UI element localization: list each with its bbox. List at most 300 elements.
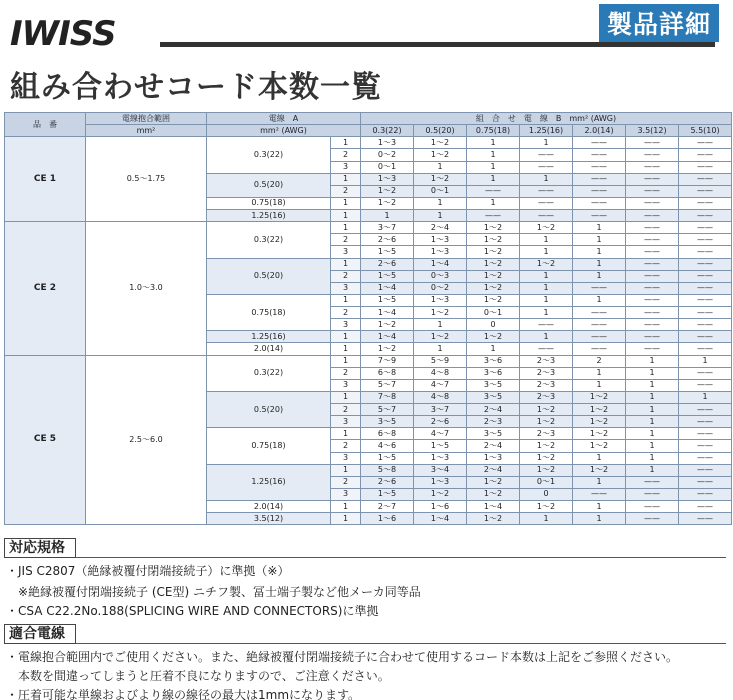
wire-a-count-cell: 3 <box>331 452 361 464</box>
wire-a-count-cell: 2 <box>331 149 361 161</box>
wire-b-count-cell: 1 <box>467 343 520 355</box>
wire-a-cell: 0.75(18) <box>207 428 331 464</box>
wire-a-count-cell: 1 <box>331 391 361 403</box>
table-row <box>5 222 732 234</box>
wire-b-count-cell: 1～5 <box>361 294 414 306</box>
wire-b-count-cell: 1～2 <box>414 331 467 343</box>
wire-a-cell: 0.3(22) <box>207 222 331 258</box>
wire-b-count-cell: 1～2 <box>361 343 414 355</box>
product-details-badge: 製品詳細 <box>599 4 719 42</box>
wire-b-count-cell: 1～3 <box>414 452 467 464</box>
wire-b-count-cell: 0 <box>467 319 520 331</box>
wire-b-count-cell: —— <box>679 149 732 161</box>
wire-b-count-cell: 7～8 <box>361 391 414 403</box>
wire-b-count-cell: —— <box>679 307 732 319</box>
wire-a-count-cell: 1 <box>331 197 361 209</box>
wire-a-count-cell: 3 <box>331 319 361 331</box>
wire-b-count-cell: 2～3 <box>520 367 573 379</box>
wire-b-count-cell: —— <box>679 367 732 379</box>
wire-a-count-cell: 3 <box>331 282 361 294</box>
wire-b-count-cell: 4～8 <box>414 391 467 403</box>
wire-b-count-cell: 2～6 <box>361 476 414 488</box>
wire-a-cell: 1.25(16) <box>207 210 331 222</box>
wire-b-count-cell: —— <box>626 210 679 222</box>
header-b-size: 5.5(10) <box>679 125 732 137</box>
header-b-size: 2.0(14) <box>573 125 626 137</box>
wire-b-count-cell: 2～4 <box>467 464 520 476</box>
wire-b-count-cell: —— <box>679 452 732 464</box>
wire-b-count-cell: 3～7 <box>414 404 467 416</box>
wire-b-count-cell: 2～4 <box>467 440 520 452</box>
wire-a-cell: 1.25(16) <box>207 331 331 343</box>
wire-b-count-cell: —— <box>626 137 679 149</box>
wire-b-count-cell: 1～2 <box>467 331 520 343</box>
wire-b-count-cell: —— <box>573 343 626 355</box>
wire-b-count-cell: 1～2 <box>573 404 626 416</box>
wire-b-count-cell: —— <box>626 331 679 343</box>
wire-b-count-cell: 1 <box>414 319 467 331</box>
wire-b-count-cell: 1 <box>573 367 626 379</box>
wire-b-count-cell: —— <box>573 149 626 161</box>
wire-b-count-cell: 1 <box>414 210 467 222</box>
wire-b-count-cell: 1～3 <box>414 476 467 488</box>
wire-b-count-cell: —— <box>520 161 573 173</box>
wire-b-count-cell: —— <box>520 343 573 355</box>
wire-a-count-cell: 1 <box>331 464 361 476</box>
wire-b-count-cell: —— <box>573 331 626 343</box>
wire-b-count-cell: 2～6 <box>361 258 414 270</box>
wire-b-count-cell: 4～7 <box>414 379 467 391</box>
wire-b-count-cell: —— <box>679 173 732 185</box>
wire-b-count-cell: 1 <box>626 464 679 476</box>
wire-a-cell: 2.0(14) <box>207 343 331 355</box>
wire-b-count-cell: 1～2 <box>573 416 626 428</box>
wire-b-count-cell: 1～3 <box>467 452 520 464</box>
wire-b-count-cell: 1 <box>414 343 467 355</box>
wire-a-count-cell: 3 <box>331 379 361 391</box>
wire-b-count-cell: 1 <box>467 137 520 149</box>
wire-b-count-cell: 1～6 <box>414 501 467 513</box>
wire-b-count-cell: 1 <box>626 428 679 440</box>
wire-b-count-cell: 1 <box>573 501 626 513</box>
wire-b-count-cell: 3～5 <box>361 416 414 428</box>
wire-b-count-cell: —— <box>679 185 732 197</box>
wire-a-count-cell: 1 <box>331 173 361 185</box>
wire-b-count-cell: 6～8 <box>361 428 414 440</box>
wire-b-count-cell: —— <box>679 161 732 173</box>
wire-b-count-cell: 0～1 <box>414 185 467 197</box>
wire-b-count-cell: 1 <box>626 379 679 391</box>
wire-a-count-cell: 1 <box>331 428 361 440</box>
wire-b-count-cell: 4～6 <box>361 440 414 452</box>
wire-a-cell: 3.5(12) <box>207 513 331 525</box>
wire-a-cell: 0.75(18) <box>207 294 331 330</box>
header-wire-b: 組 合 せ 電 線 B mm² (AWG) <box>361 113 732 125</box>
wire-b-count-cell: 1 <box>626 367 679 379</box>
wire-b-count-cell: —— <box>626 513 679 525</box>
wires-heading: 適合電線 <box>4 624 76 644</box>
table-row <box>5 137 732 149</box>
model-cell: CE 2 <box>5 222 86 355</box>
wire-b-count-cell: 1～2 <box>573 464 626 476</box>
wire-b-count-cell: —— <box>679 222 732 234</box>
wire-b-count-cell: —— <box>520 149 573 161</box>
wire-b-count-cell: —— <box>679 476 732 488</box>
wire-b-count-cell: 1 <box>626 355 679 367</box>
model-cell: CE 5 <box>5 355 86 525</box>
wire-a-count-cell: 2 <box>331 270 361 282</box>
wire-b-count-cell: 1 <box>626 452 679 464</box>
wire-b-count-cell: 6～8 <box>361 367 414 379</box>
wire-b-count-cell: 5～7 <box>361 379 414 391</box>
wire-b-count-cell: —— <box>679 379 732 391</box>
wire-b-count-cell: —— <box>679 343 732 355</box>
wire-b-count-cell: 1～5 <box>361 452 414 464</box>
header-model: 品 番 <box>5 113 86 137</box>
wire-b-count-cell: —— <box>573 488 626 500</box>
wire-b-count-cell: 1 <box>520 294 573 306</box>
wire-b-count-cell: 3～7 <box>361 222 414 234</box>
wire-b-count-cell: —— <box>467 210 520 222</box>
wire-b-count-cell: —— <box>679 258 732 270</box>
wire-a-count-cell: 2 <box>331 185 361 197</box>
wire-b-count-cell: 1 <box>626 391 679 403</box>
range-cell: 0.5～1.75 <box>86 137 207 222</box>
wire-b-count-cell: —— <box>679 464 732 476</box>
wire-b-count-cell: 1 <box>414 161 467 173</box>
wire-b-count-cell: 1～2 <box>573 428 626 440</box>
wire-b-count-cell: 3～6 <box>467 355 520 367</box>
wire-b-count-cell: 3～5 <box>467 428 520 440</box>
wire-b-count-cell: 1～2 <box>414 307 467 319</box>
wire-b-count-cell: 1～2 <box>520 258 573 270</box>
wire-b-count-cell: —— <box>679 234 732 246</box>
wire-b-count-cell: 0～2 <box>414 282 467 294</box>
wire-a-cell: 0.5(20) <box>207 391 331 427</box>
wire-b-count-cell: —— <box>679 282 732 294</box>
wire-b-count-cell: 1 <box>573 476 626 488</box>
wire-b-count-cell: 1～2 <box>520 440 573 452</box>
wire-b-count-cell: —— <box>679 294 732 306</box>
wire-b-count-cell: 1～2 <box>573 391 626 403</box>
wire-b-count-cell: —— <box>573 161 626 173</box>
wire-b-count-cell: 1 <box>573 452 626 464</box>
wire-b-count-cell: 1～3 <box>414 234 467 246</box>
wire-b-count-cell: 2～4 <box>414 222 467 234</box>
wire-b-count-cell: 1～2 <box>467 234 520 246</box>
header-range: 電線抱合範囲 <box>86 113 207 125</box>
wire-b-count-cell: 3～6 <box>467 367 520 379</box>
wire-b-count-cell: 1～2 <box>467 258 520 270</box>
wire-b-count-cell: 1～2 <box>467 222 520 234</box>
wire-b-count-cell: 1～6 <box>361 513 414 525</box>
wire-b-count-cell: —— <box>679 404 732 416</box>
wire-b-count-cell: —— <box>626 282 679 294</box>
wire-b-count-cell: 0～3 <box>414 270 467 282</box>
wires-line-1: ・電線抱合範囲内でご使用ください。また、絶縁被覆付閉端接続子に合わせて使用するコード本数は上記をご参照ください。 <box>6 650 679 664</box>
wire-b-count-cell: —— <box>573 210 626 222</box>
wires-line-2: 本数を間違ってしまうと圧着不良になりますので、ご注意ください。 <box>6 669 390 683</box>
wire-b-count-cell: —— <box>626 270 679 282</box>
wire-a-count-cell: 2 <box>331 476 361 488</box>
wire-a-cell: 2.0(14) <box>207 501 331 513</box>
header-range-unit: mm² <box>86 125 207 137</box>
wire-b-count-cell: 1～4 <box>361 282 414 294</box>
wire-b-count-cell: 1 <box>520 137 573 149</box>
wire-b-count-cell: 1～2 <box>467 246 520 258</box>
combination-table <box>4 112 732 525</box>
wire-b-count-cell: 1～2 <box>467 513 520 525</box>
wire-b-count-cell: —— <box>626 149 679 161</box>
wire-b-count-cell: 0～1 <box>361 161 414 173</box>
wire-a-count-cell: 1 <box>331 513 361 525</box>
wire-b-count-cell: 1～2 <box>520 501 573 513</box>
wire-b-count-cell: 1 <box>520 282 573 294</box>
wire-b-count-cell: —— <box>626 501 679 513</box>
wire-b-count-cell: —— <box>573 197 626 209</box>
wire-b-count-cell: 5～7 <box>361 404 414 416</box>
wire-b-count-cell: 1～2 <box>361 197 414 209</box>
brand-logo: IWISS <box>10 14 116 54</box>
wire-b-count-cell: 1 <box>626 416 679 428</box>
wire-b-count-cell: 7～9 <box>361 355 414 367</box>
wire-b-count-cell: 1～4 <box>361 307 414 319</box>
wire-a-cell: 0.75(18) <box>207 197 331 209</box>
wire-a-count-cell: 2 <box>331 440 361 452</box>
standards-line-1: ・JIS C2807（絶縁被覆付閉端接続子）に準拠（※） <box>6 564 290 578</box>
wire-a-count-cell: 1 <box>331 258 361 270</box>
wire-b-count-cell: —— <box>626 173 679 185</box>
wire-b-count-cell: —— <box>626 488 679 500</box>
wire-b-count-cell: —— <box>626 294 679 306</box>
wire-b-count-cell: —— <box>679 501 732 513</box>
wire-b-count-cell: —— <box>679 513 732 525</box>
wire-b-count-cell: —— <box>573 319 626 331</box>
wire-a-cell: 0.5(20) <box>207 173 331 197</box>
wire-b-count-cell: 1 <box>520 246 573 258</box>
wire-b-count-cell: —— <box>520 210 573 222</box>
wire-b-count-cell: 1 <box>573 234 626 246</box>
wire-a-count-cell: 1 <box>331 355 361 367</box>
range-cell: 1.0～3.0 <box>86 222 207 355</box>
wire-a-count-cell: 3 <box>331 161 361 173</box>
wire-b-count-cell: 1～2 <box>414 488 467 500</box>
wire-b-count-cell: 1 <box>573 246 626 258</box>
header-wire-a: 電線 A <box>207 113 361 125</box>
wire-b-count-cell: 1～4 <box>414 258 467 270</box>
wires-line-3: ・圧着可能な単線およびより線の線径の最大は1mmになります。 <box>6 688 361 700</box>
wire-b-count-cell: 1 <box>520 173 573 185</box>
wire-a-count-cell: 3 <box>331 246 361 258</box>
wire-b-count-cell: —— <box>679 319 732 331</box>
wire-b-count-cell: —— <box>679 440 732 452</box>
wire-b-count-cell: 5～9 <box>414 355 467 367</box>
wire-b-count-cell: 2～6 <box>414 416 467 428</box>
wire-a-count-cell: 1 <box>331 222 361 234</box>
wire-a-count-cell: 2 <box>331 234 361 246</box>
wire-b-count-cell: 2 <box>573 355 626 367</box>
page-title: 組み合わせコード本数一覧 <box>10 70 382 105</box>
wire-b-count-cell: —— <box>573 173 626 185</box>
wire-a-count-cell: 1 <box>331 294 361 306</box>
wire-b-count-cell: 1～2 <box>520 452 573 464</box>
table-row <box>5 355 732 367</box>
standards-heading: 対応規格 <box>4 538 76 558</box>
wire-b-count-cell: 1～5 <box>414 440 467 452</box>
wire-b-count-cell: —— <box>626 319 679 331</box>
wire-b-count-cell: —— <box>626 222 679 234</box>
wire-b-count-cell: —— <box>626 234 679 246</box>
wire-b-count-cell: 1～5 <box>361 270 414 282</box>
wire-b-count-cell: 2～3 <box>520 391 573 403</box>
wire-a-count-cell: 1 <box>331 137 361 149</box>
wire-b-count-cell: 1 <box>467 197 520 209</box>
wire-b-count-cell: —— <box>679 416 732 428</box>
wire-b-count-cell: —— <box>626 258 679 270</box>
wire-b-count-cell: 1～2 <box>361 185 414 197</box>
wire-a-count-cell: 1 <box>331 210 361 222</box>
wire-b-count-cell: 1～2 <box>467 282 520 294</box>
wire-b-count-cell: 0～1 <box>467 307 520 319</box>
wire-a-cell: 0.3(22) <box>207 137 331 173</box>
wire-a-count-cell: 1 <box>331 331 361 343</box>
wire-b-count-cell: 1～3 <box>361 173 414 185</box>
wire-b-count-cell: 1～2 <box>467 294 520 306</box>
standards-rule <box>76 557 726 558</box>
wire-b-count-cell: 2～7 <box>361 501 414 513</box>
wire-b-count-cell: 1 <box>626 404 679 416</box>
wire-b-count-cell: 1～2 <box>520 464 573 476</box>
wire-b-count-cell: —— <box>520 197 573 209</box>
wire-b-count-cell: 1～3 <box>361 137 414 149</box>
wire-b-count-cell: 1～2 <box>467 488 520 500</box>
wire-b-count-cell: —— <box>679 137 732 149</box>
wire-b-count-cell: 1 <box>520 513 573 525</box>
wire-b-count-cell: 3～5 <box>467 391 520 403</box>
wire-b-count-cell: 1～2 <box>414 149 467 161</box>
wire-b-count-cell: 1～2 <box>520 222 573 234</box>
header-b-size: 3.5(12) <box>626 125 679 137</box>
wire-b-count-cell: —— <box>626 343 679 355</box>
wire-b-count-cell: —— <box>679 428 732 440</box>
wire-b-count-cell: 4～8 <box>414 367 467 379</box>
wire-b-count-cell: 4～7 <box>414 428 467 440</box>
wire-b-count-cell: 1 <box>573 270 626 282</box>
wire-b-count-cell: 1 <box>520 234 573 246</box>
header-rule <box>160 42 715 47</box>
wire-b-count-cell: 1～3 <box>414 246 467 258</box>
wire-b-count-cell: 1 <box>573 222 626 234</box>
wires-rule <box>76 643 726 644</box>
wire-a-cell: 0.5(20) <box>207 258 331 294</box>
wire-b-count-cell: —— <box>626 246 679 258</box>
wire-a-count-cell: 1 <box>331 501 361 513</box>
wire-b-count-cell: —— <box>573 137 626 149</box>
wire-b-count-cell: 5～8 <box>361 464 414 476</box>
wire-b-count-cell: 1～3 <box>414 294 467 306</box>
wire-b-count-cell: 2～4 <box>467 404 520 416</box>
wire-b-count-cell: 1 <box>573 294 626 306</box>
wire-b-count-cell: 1 <box>520 270 573 282</box>
wire-a-count-cell: 2 <box>331 404 361 416</box>
wire-b-count-cell: 1 <box>467 161 520 173</box>
wire-b-count-cell: —— <box>520 185 573 197</box>
wire-b-count-cell: —— <box>573 282 626 294</box>
standards-line-3: ・CSA C22.2No.188(SPLICING WIRE AND CONNECTORS)に準拠 <box>6 604 379 618</box>
wire-b-count-cell: 1 <box>520 331 573 343</box>
wire-b-count-cell: 1 <box>361 210 414 222</box>
wire-b-count-cell: 2～3 <box>520 428 573 440</box>
wire-b-count-cell: 1 <box>467 173 520 185</box>
wire-b-count-cell: 1～5 <box>361 488 414 500</box>
wire-a-count-cell: 3 <box>331 416 361 428</box>
wire-b-count-cell: 2～6 <box>361 234 414 246</box>
wire-b-count-cell: 0～1 <box>520 476 573 488</box>
wire-b-count-cell: —— <box>626 161 679 173</box>
wire-b-count-cell: 1～2 <box>520 416 573 428</box>
header-wire-a-unit: mm² (AWG) <box>207 125 361 137</box>
wire-b-count-cell: 1～2 <box>573 440 626 452</box>
wire-b-count-cell: —— <box>626 307 679 319</box>
wire-a-count-cell: 2 <box>331 367 361 379</box>
wire-b-count-cell: 1～2 <box>520 404 573 416</box>
wire-a-count-cell: 3 <box>331 488 361 500</box>
wire-b-count-cell: 3～4 <box>414 464 467 476</box>
wire-b-count-cell: 1～5 <box>361 246 414 258</box>
wire-b-count-cell: 1 <box>679 391 732 403</box>
wire-b-count-cell: 1 <box>626 440 679 452</box>
wire-b-count-cell: 1～2 <box>414 173 467 185</box>
wire-b-count-cell: 1～4 <box>467 501 520 513</box>
standards-line-2: ※絶縁被覆付閉端接続子 (CE型) ニチフ製、冨士端子製など他メーカ同等品 <box>6 585 421 599</box>
wire-b-count-cell: —— <box>679 270 732 282</box>
wire-a-count-cell: 2 <box>331 307 361 319</box>
wire-b-count-cell: 1～4 <box>414 513 467 525</box>
wire-b-count-cell: 1 <box>573 258 626 270</box>
wire-b-count-cell: —— <box>626 197 679 209</box>
header-b-size: 0.3(22) <box>361 125 414 137</box>
wire-b-count-cell: —— <box>679 488 732 500</box>
wire-b-count-cell: 1～2 <box>467 270 520 282</box>
wire-b-count-cell: 2～3 <box>520 355 573 367</box>
wire-a-count-cell: 1 <box>331 343 361 355</box>
wire-b-count-cell: 2～3 <box>467 416 520 428</box>
wire-b-count-cell: 1～2 <box>361 319 414 331</box>
wire-b-count-cell: —— <box>573 185 626 197</box>
wire-b-count-cell: —— <box>679 210 732 222</box>
wire-b-count-cell: —— <box>679 331 732 343</box>
wire-b-count-cell: 1 <box>520 307 573 319</box>
wire-a-cell: 0.3(22) <box>207 355 331 391</box>
wire-b-count-cell: —— <box>626 476 679 488</box>
wire-b-count-cell: 0～2 <box>361 149 414 161</box>
wire-a-cell: 1.25(16) <box>207 464 331 500</box>
wire-b-count-cell: 1 <box>573 379 626 391</box>
wire-b-count-cell: 1 <box>573 513 626 525</box>
wire-b-count-cell: —— <box>626 185 679 197</box>
wire-b-count-cell: —— <box>520 319 573 331</box>
wire-b-count-cell: 1 <box>414 197 467 209</box>
wire-b-count-cell: 2～3 <box>520 379 573 391</box>
wire-b-count-cell: 1～2 <box>467 476 520 488</box>
range-cell: 2.5～6.0 <box>86 355 207 525</box>
header-b-size: 0.5(20) <box>414 125 467 137</box>
wire-b-count-cell: 3～5 <box>467 379 520 391</box>
wire-b-count-cell: —— <box>679 197 732 209</box>
wire-b-count-cell: 1～4 <box>361 331 414 343</box>
wire-b-count-cell: —— <box>679 246 732 258</box>
wire-b-count-cell: 0 <box>520 488 573 500</box>
